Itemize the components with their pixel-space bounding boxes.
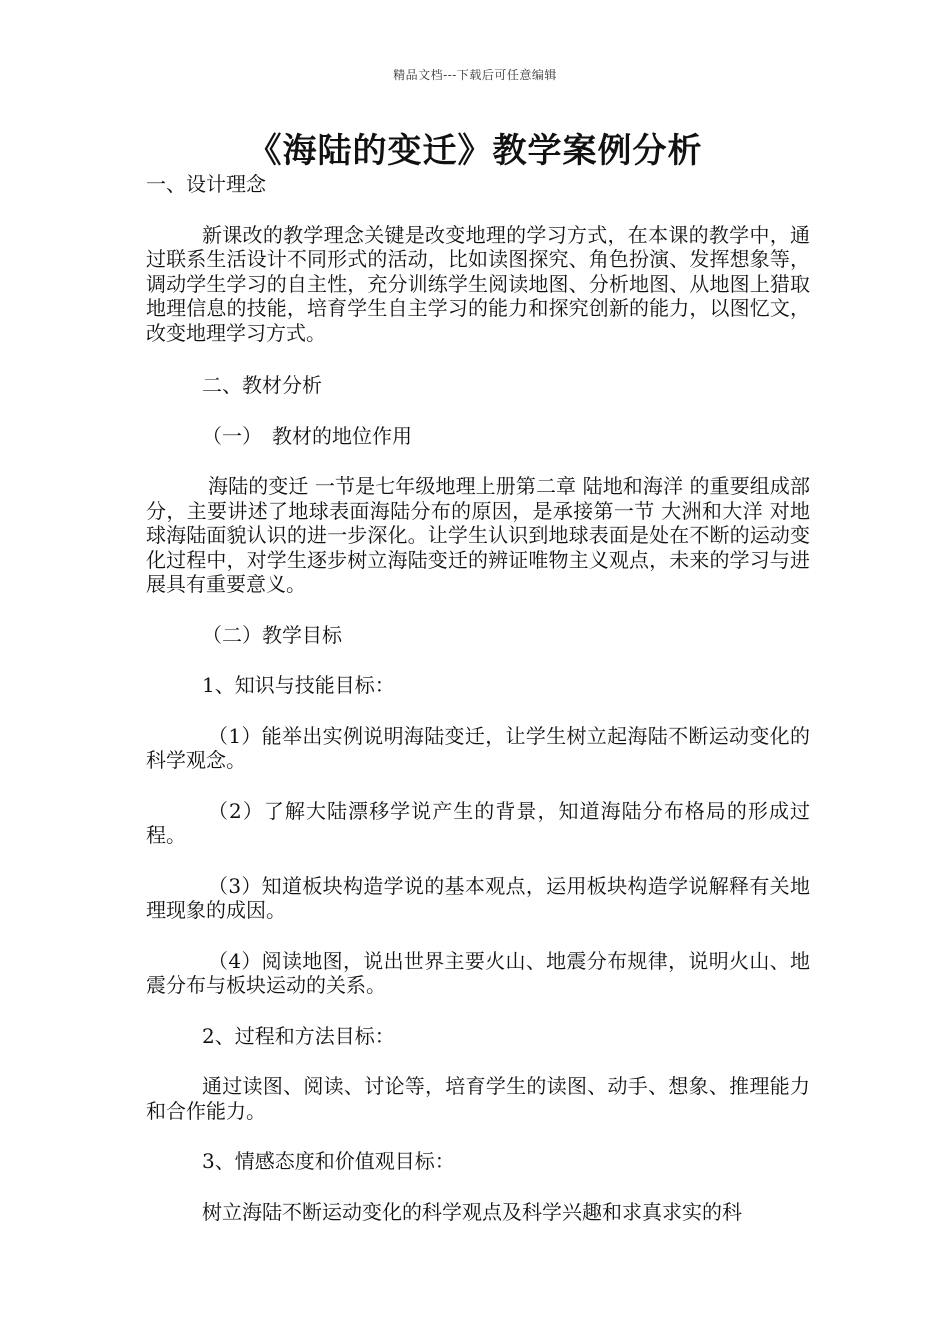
goal-item-2: （2）了解大陆漂移学说产生的背景，知道海陆分布格局的形成过程。 [146,798,810,847]
paragraph-attitude: 树立海陆不断运动变化的科学观点及科学兴趣和求真求实的科 [202,1199,742,1224]
goal-item-3: （3）知道板块构造学说的基本观点，运用板块构造学说解释有关地理现象的成因。 [146,873,810,922]
goal-heading-knowledge: 1、知识与技能目标： [202,673,395,697]
paragraph-design-concept: 新课改的教学理念关键是改变地理的学习方式，在本课的教学中，通过联系生活设计不同形式的活动，比如读图探究、角色扮演、发挥想象等，调动学生学习的自主性，充分训练学生阅读地图、分析地图、从地图上猎取地理信息的技能，培育学生自主学习的能力和探究创新的能力，以图忆文，改变地理学习方式。 [146,222,810,345]
goal-heading-process: 2、过程和方法目标： [202,1023,395,1048]
goal-item-4: （4）阅读地图，说出世界主要火山、地震分布规律，说明火山、地震分布与板块运动的关系。 [146,948,810,997]
section-heading-design-concept: 一、设计理念 [146,172,266,196]
paragraph-process: 通过读图、阅读、讨论等，培育学生的读图、动手、想象、推理能力和合作能力。 [146,1074,810,1123]
section-heading-textbook-analysis: 二、教材分析 [202,373,322,397]
header-note: 精品文档---下载后可任意编辑 [393,68,557,82]
subsection-heading-goals: （二）教学目标 [202,622,342,647]
document-body [146,172,810,1224]
subsection-heading-role: （一） 教材的地位作用 [202,423,412,448]
goal-item-1: （1）能举出实例说明海陆变迁，让学生树立起海陆不断运动变化的科学观念。 [146,723,810,772]
goal-heading-attitude: 3、情感态度和价值观目标： [202,1149,455,1173]
paragraph-role: 海陆的变迁 一节是七年级地理上册第二章 陆地和海洋 的重要组成部分，主要讲述了地球表面海陆分布的原因，是承接第一节 大洲和大洋 对地球海陆面貌认识的进一步深化。让学生认识到地球表面是处在不断的运动变化过程中，对学生逐步树立海陆变迁的辨证唯物主义观点，未来的学习与进展具有重要意义。 [146,474,810,596]
document-title: 《海陆的变迁》教学案例分析 [247,131,703,171]
